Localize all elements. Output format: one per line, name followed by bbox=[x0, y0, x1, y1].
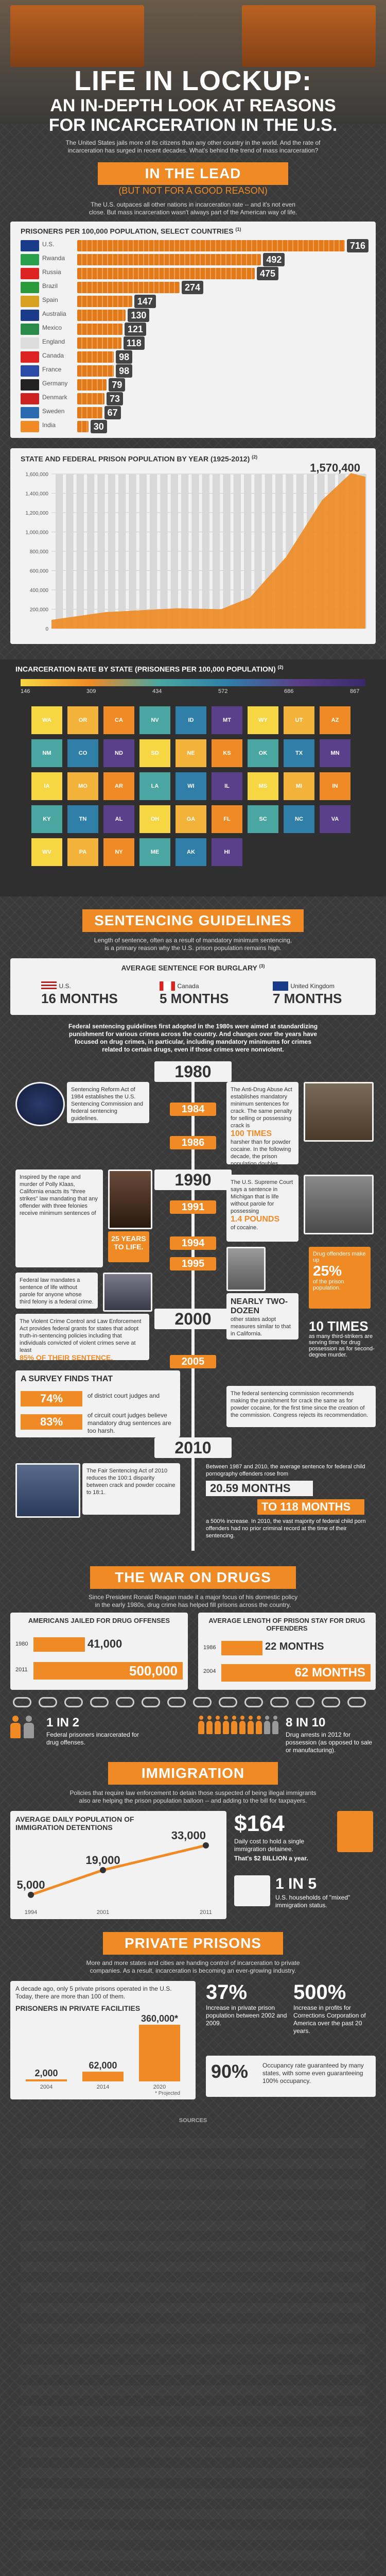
drugs-stay-card: AVERAGE LENGTH OF PRISON STAY FOR DRUG OFFENDERS 1986 22 MONTHS 2004 62 MONTHS bbox=[198, 1613, 376, 1690]
legend-label: 572 bbox=[218, 688, 228, 694]
handcuffs-row bbox=[10, 1695, 376, 1710]
country-value: 492 bbox=[263, 253, 285, 266]
country-bar bbox=[77, 268, 255, 279]
country-name: Canada bbox=[42, 352, 64, 359]
country-row bbox=[21, 239, 376, 252]
page-subtitle-line1: AN IN-DEPTH LOOK AT REASONS bbox=[50, 96, 336, 115]
sentencing-intro2: is a primary reason why the U.S. prison population remains high. bbox=[104, 944, 282, 952]
immigration-value-label: 33,000 bbox=[171, 1832, 206, 1842]
state-tile-ky: KY bbox=[31, 805, 63, 834]
map-states bbox=[31, 706, 355, 881]
country-name: U.S. bbox=[42, 241, 55, 248]
flag-icon bbox=[21, 240, 39, 251]
drugs-intro1: Since President Ronald Reagan made it a major focus of his domestic policy bbox=[88, 1594, 298, 1601]
timeline-spine bbox=[191, 1061, 195, 1551]
flag-icon bbox=[21, 337, 39, 349]
prisoners-photo-left bbox=[10, 5, 144, 67]
map-legend-labels bbox=[21, 688, 365, 696]
private-chart-svg bbox=[10, 2014, 196, 2097]
in-the-lead-banner: IN THE LEAD bbox=[98, 162, 288, 185]
flag-icon bbox=[21, 254, 39, 265]
country-name: Spain bbox=[42, 296, 58, 303]
war-on-drugs-banner: THE WAR ON DRUGS bbox=[90, 1566, 296, 1589]
state-tile-mo: MO bbox=[67, 772, 99, 801]
chart-column bbox=[97, 474, 104, 629]
obama-signing-photo bbox=[15, 1463, 80, 1518]
prisoner-pair-icon bbox=[10, 1716, 41, 1741]
state-tile-in: IN bbox=[319, 772, 351, 801]
chart-column bbox=[118, 474, 126, 629]
private-bar bbox=[139, 2025, 180, 2081]
country-name: France bbox=[42, 366, 62, 373]
ratio-8-in-10: 8 IN 10 Drug arrests in 2012 for possession (as opposed to sale or manufacturing). bbox=[198, 1716, 376, 1757]
state-tile-mi: MI bbox=[283, 772, 315, 801]
timeline-year-1994: 1994 bbox=[170, 1236, 216, 1250]
country-value: 98 bbox=[116, 364, 132, 378]
handcuff-icon bbox=[142, 1697, 160, 1707]
state-tile-co: CO bbox=[67, 739, 99, 768]
timeline-year-1995: 1995 bbox=[170, 1257, 216, 1270]
country-value: 716 bbox=[347, 239, 369, 252]
country-bar bbox=[77, 337, 121, 349]
state-tile-mn: MN bbox=[319, 739, 351, 768]
handcuff-icon bbox=[219, 1697, 237, 1707]
burglary-us: U.S. 16 MONTHS bbox=[41, 981, 134, 1007]
canada-flag-icon bbox=[160, 981, 175, 991]
event-1994-violent-crime: The Violent Crime Control and Law Enforcement Act provides federal grants for states that adopt truth-in-sentencing policies including that individuals convicted of violent crimes serve at least 85% OF THEIR SENTENCE. bbox=[15, 1314, 149, 1360]
immigration-chart-svg bbox=[10, 1832, 226, 1919]
country-name: India bbox=[42, 421, 56, 429]
flag-icon bbox=[21, 379, 39, 391]
chart-column bbox=[108, 474, 115, 629]
timeline-year-1990: 1990 bbox=[154, 1170, 232, 1190]
state-tile-va: VA bbox=[319, 805, 351, 834]
legend-label: 434 bbox=[152, 688, 162, 694]
state-tile-id: ID bbox=[175, 706, 207, 735]
uk-flag-icon bbox=[273, 981, 288, 991]
handcuff-icon bbox=[296, 1697, 314, 1707]
y-tick-label: 1,000,000 bbox=[25, 530, 48, 536]
handcuff-icon bbox=[244, 1697, 263, 1707]
immigration-line bbox=[31, 1845, 206, 1895]
state-tile-fl: FL bbox=[211, 805, 243, 834]
person-icon bbox=[264, 1716, 270, 1738]
country-value: 274 bbox=[182, 281, 203, 294]
chart-column bbox=[202, 474, 209, 629]
country-row bbox=[21, 420, 376, 433]
chart-column bbox=[66, 474, 73, 629]
flag-icon bbox=[21, 393, 39, 404]
legend-label: 309 bbox=[86, 688, 96, 694]
ratio-1-in-2: 1 IN 2 Federal prisoners incarcerated for drug offenses. bbox=[10, 1716, 188, 1757]
fed-line2: punishment for various crimes across the country. And changes over the years have bbox=[68, 1030, 318, 1038]
sentencing-banner: SENTENCING GUIDELINES bbox=[82, 909, 304, 932]
clinton-photo bbox=[103, 1273, 152, 1312]
private-year-label: 2020 bbox=[153, 2084, 166, 2090]
in-the-lead-intro1: The U.S. outpaces all other nations in incarceration rate -- and it's not even bbox=[91, 201, 295, 208]
y-tick-label: 1,400,000 bbox=[25, 491, 48, 497]
country-bar bbox=[77, 379, 107, 391]
handcuff-icon bbox=[347, 1697, 366, 1707]
state-tile-az: AZ bbox=[319, 706, 351, 735]
timeline-year-2000: 2000 bbox=[154, 1309, 232, 1329]
country-name: Australia bbox=[42, 310, 66, 317]
chart-column bbox=[213, 474, 220, 629]
private-prisons-banner: PRIVATE PRISONS bbox=[103, 1932, 283, 1955]
state-tile-ak: AK bbox=[175, 838, 207, 867]
state-tile-nv: NV bbox=[139, 706, 171, 735]
state-tile-il: IL bbox=[211, 772, 243, 801]
flag-icon bbox=[21, 268, 39, 279]
flag-icon bbox=[21, 324, 39, 335]
country-value: 118 bbox=[124, 336, 145, 350]
country-row bbox=[21, 378, 376, 392]
state-tile-nc: NC bbox=[283, 805, 315, 834]
state-tile-pa: PA bbox=[67, 838, 99, 867]
state-tile-sc: SC bbox=[247, 805, 279, 834]
country-row bbox=[21, 406, 376, 419]
event-1995-drug: Drug offenders make up 25% of the prison population. bbox=[309, 1247, 371, 1309]
immigration-year-label: 2001 bbox=[96, 1909, 110, 1916]
state-chart-card bbox=[10, 448, 376, 644]
state-tile-ne: NE bbox=[175, 739, 207, 768]
country-value: 130 bbox=[128, 309, 149, 322]
state-tile-wy: WY bbox=[247, 706, 279, 735]
country-bar bbox=[77, 407, 102, 418]
flag-icon bbox=[21, 296, 39, 307]
reagan-photo bbox=[304, 1082, 374, 1142]
private-bar-label: 2,000 bbox=[34, 2068, 58, 2078]
event-1994-25-years: 25 YEARS TO LIFE. bbox=[108, 1231, 149, 1262]
immigration-point bbox=[100, 1867, 106, 1873]
country-row bbox=[21, 336, 376, 350]
event-1984: Sentencing Reform Act of 1984 establishes the U.S. Sentencing Commission and federal sentencing guidelines. bbox=[67, 1082, 149, 1123]
country-name: Denmark bbox=[42, 394, 67, 401]
handcuff-icon bbox=[39, 1697, 57, 1707]
country-row bbox=[21, 295, 376, 308]
handcuff-icon bbox=[167, 1697, 186, 1707]
person-icon bbox=[239, 1716, 245, 1738]
supreme-court-photo bbox=[304, 1175, 374, 1234]
immigration-intro2: also are helping the prison population balloon -- and adding to the bill for taxpayers. bbox=[79, 1797, 307, 1804]
y-tick-label: 800,000 bbox=[29, 549, 48, 555]
country-row bbox=[21, 350, 376, 364]
country-chart-card bbox=[10, 222, 376, 438]
country-value: 67 bbox=[104, 406, 121, 419]
bottom-filler bbox=[21, 2128, 365, 2576]
us-flag-icon bbox=[41, 981, 57, 991]
flag-icon bbox=[21, 310, 39, 321]
country-name: Brazil bbox=[42, 282, 58, 290]
flag-icon bbox=[21, 282, 39, 293]
immigration-cost: $164 Daily cost to hold a single immigration detainee. That's $2 BILLION a year. bbox=[234, 1811, 376, 1862]
immigration-year-label: 1994 bbox=[24, 1909, 38, 1916]
private-year-label: 2004 bbox=[40, 2084, 53, 2090]
country-value: 121 bbox=[125, 323, 146, 336]
timeline-year-1984: 1984 bbox=[170, 1103, 216, 1116]
burglary-title: AVERAGE SENTENCE FOR BURGLARY $^{(3)}$ bbox=[121, 963, 265, 972]
country-chart-title: PRISONERS PER 100,000 POPULATION, SELECT COUNTRIES $^{(1)}$ bbox=[21, 227, 241, 235]
handcuff-icon bbox=[116, 1697, 134, 1707]
y-tick-label: 0 bbox=[45, 626, 48, 632]
country-name: Mexico bbox=[42, 324, 62, 331]
person-icon bbox=[198, 1716, 204, 1738]
state-tile-ia: IA bbox=[31, 772, 63, 801]
country-row bbox=[21, 364, 376, 378]
country-rows bbox=[10, 237, 376, 438]
handcuff-icon bbox=[13, 1697, 31, 1707]
event-1991: The U.S. Supreme Court says a sentence in Michigan that is life without parole for possessing 1.4 POUNDS of cocaine. bbox=[226, 1175, 299, 1242]
state-tile-ok: OK bbox=[247, 739, 279, 768]
person-icon bbox=[231, 1716, 237, 1738]
event-2000-third-strikers: 10 TIMES as many third-strikers are serving time for drug possession as for second-degree murder. bbox=[309, 1318, 375, 1358]
chart-column bbox=[129, 474, 136, 629]
country-bar bbox=[77, 393, 104, 404]
intro-line2: incarceration has surged in recent decades. What's behind the trend of mass incarceration? bbox=[67, 147, 319, 154]
chart-column bbox=[191, 474, 199, 629]
private-stat-90: 90% Occupancy rate guaranteed by many states, with some even guaranteeing 100% occupancy. bbox=[206, 2056, 376, 2097]
timeline-year-1980: 1980 bbox=[154, 1061, 232, 1082]
person-icon bbox=[272, 1716, 278, 1738]
state-tile-ut: UT bbox=[283, 706, 315, 735]
private-stat-500: 500% Increase in profits for Corrections Corporation of America over the past 20 years. bbox=[293, 1981, 366, 2035]
state-tile-ny: NY bbox=[103, 838, 135, 867]
map-section bbox=[0, 659, 386, 896]
state-tile-sd: SD bbox=[139, 739, 171, 768]
state-tile-tx: TX bbox=[283, 739, 315, 768]
timeline-year-1991: 1991 bbox=[170, 1200, 216, 1214]
map-legend-bar bbox=[21, 679, 365, 686]
handcuff-icon bbox=[270, 1697, 289, 1707]
state-tile-ks: KS bbox=[211, 739, 243, 768]
private-intro1: More and more states and cities are handing control of incarceration to private bbox=[86, 1959, 300, 1967]
chart-column bbox=[150, 474, 157, 629]
country-row bbox=[21, 253, 376, 266]
fed-line4: related to certain drugs, even if those crimes were nonviolent. bbox=[102, 1046, 284, 1053]
page-subtitle-line2: FOR INCARCERATION IN THE U.S. bbox=[48, 115, 338, 135]
immigration-intro1: Policies that require law enforcement to detain those suspected of being illegal immigrants bbox=[69, 1789, 317, 1797]
country-value: 147 bbox=[134, 295, 156, 308]
state-tile-nm: NM bbox=[31, 739, 63, 768]
sentencing-intro1: Length of sentence, often as a result of mandatory minimum sentencing, bbox=[94, 937, 292, 944]
private-chart-card: A decade ago, only 5 private prisons operated in the U.S. Today, there are more than 100 of them. PRISONERS IN PRIVATE FACILITIES 2,000 2004 62,000 2014 360,000* 2020 * Projected bbox=[10, 1981, 196, 2099]
state-tile-oh: OH bbox=[139, 805, 171, 834]
chart-column bbox=[139, 474, 147, 629]
country-name: Sweden bbox=[42, 408, 65, 415]
legend-label: 867 bbox=[350, 688, 360, 694]
timeline-year-2005: 2005 bbox=[170, 1355, 216, 1368]
event-1986: The Anti-Drug Abuse Act establishes mandatory minimum sentences for crack. The same penalty for selling or possessing crack is 100 TIMES harsher than for powder cocaine. In the following decade, the prison population doubles. bbox=[226, 1082, 299, 1164]
chart-column bbox=[160, 474, 167, 629]
event-2005: The federal sentencing commission recommends making the punishment for crack the same as for powder cocaine, for the first time since the creation of the commission. Congress rejects its recommendation. bbox=[226, 1386, 376, 1427]
survey-card: A SURVEY FINDS THAT 74% of district court judges and 83% of circuit court judges believe mandatory drug sentences are too harsh. bbox=[15, 1370, 180, 1437]
ten-people-icon bbox=[198, 1716, 280, 1741]
house-icon bbox=[234, 1875, 270, 1906]
state-tile-hi: HI bbox=[211, 838, 243, 867]
flag-icon bbox=[21, 421, 39, 432]
private-bar bbox=[26, 2079, 67, 2081]
sources-label: SOURCES bbox=[179, 2117, 207, 2124]
state-tile-wi: WI bbox=[175, 772, 207, 801]
legend-label: 146 bbox=[21, 688, 30, 694]
header-photo-strip bbox=[0, 0, 386, 124]
country-name: England bbox=[42, 338, 65, 345]
chart-column bbox=[223, 474, 230, 629]
immigration-banner: IMMIGRATION bbox=[108, 1762, 278, 1785]
timeline-year-1986: 1986 bbox=[170, 1136, 216, 1149]
state-tile-ga: GA bbox=[175, 805, 207, 834]
private-bar bbox=[82, 2072, 124, 2081]
immigration-value-label: 19,000 bbox=[85, 1853, 120, 1867]
country-value: 98 bbox=[116, 350, 132, 364]
chart-column bbox=[171, 474, 178, 629]
state-tile-al: AL bbox=[103, 805, 135, 834]
legend-label: 686 bbox=[284, 688, 294, 694]
intro-line1: The United States jails more of its citizens than any other country in the world. And the rate of bbox=[65, 139, 321, 146]
person-icon bbox=[248, 1716, 254, 1738]
country-name: Germany bbox=[42, 380, 68, 387]
state-tile-ar: AR bbox=[103, 772, 135, 801]
event-1995-states: NEARLY TWO-DOZEN other states adopt measures similar to that in California. bbox=[226, 1293, 299, 1340]
country-bar bbox=[77, 324, 122, 335]
sentencing-commission-seal bbox=[15, 1082, 65, 1126]
handcuff-icon bbox=[193, 1697, 212, 1707]
state-tile-mt: MT bbox=[211, 706, 243, 735]
country-bar bbox=[77, 351, 114, 363]
y-tick-label: 200,000 bbox=[29, 607, 48, 613]
chart-column bbox=[56, 474, 63, 629]
flag-icon bbox=[21, 351, 39, 363]
person-icon bbox=[223, 1716, 229, 1738]
flag-icon bbox=[21, 365, 39, 377]
burglary-canada: Canada 5 MONTHS bbox=[160, 981, 252, 1007]
country-bar bbox=[77, 296, 132, 307]
country-bar bbox=[77, 365, 114, 377]
chart-column bbox=[77, 474, 84, 629]
event-1994-three-strikes: Inspired by the rape and murder of Polly Klaas, California enacts its "three strikes" law mandating that any offender with three felonies receive minimum sentences of bbox=[15, 1170, 103, 1267]
country-name: Russia bbox=[42, 268, 61, 276]
state-chart-svg bbox=[10, 464, 376, 644]
immigration-point bbox=[28, 1892, 34, 1898]
country-bar bbox=[77, 282, 180, 293]
chart-column bbox=[181, 474, 188, 629]
immigration-value-label: 5,000 bbox=[16, 1878, 45, 1891]
country-row bbox=[21, 281, 376, 294]
person-icon bbox=[206, 1716, 213, 1738]
fed-line1: Federal sentencing guidelines first adopted in the 1980s were aimed at standardizing bbox=[68, 1023, 318, 1030]
in-the-lead-sub: (BUT NOT FOR A GOOD REASON) bbox=[118, 185, 268, 196]
map-title: INCARCERATION RATE BY STATE (PRISONERS PER 100,000 POPULATION) $^{(2)}$ bbox=[15, 665, 284, 673]
immigration-point bbox=[203, 1842, 209, 1849]
chart-column bbox=[87, 474, 94, 629]
country-value: 79 bbox=[109, 378, 125, 392]
country-row bbox=[21, 323, 376, 336]
country-name: Rwanda bbox=[42, 255, 65, 262]
state-tile-wv: WV bbox=[31, 838, 63, 867]
state-chart-title: STATE AND FEDERAL PRISON POPULATION BY YEAR (1925-2012) $^{(2)}$ bbox=[21, 454, 258, 463]
immigration-year-label: 2011 bbox=[200, 1909, 212, 1916]
private-intro2: companies. As a result, incarceration is becoming an ever-growing industry. bbox=[90, 1967, 296, 1974]
y-tick-label: 1,600,000 bbox=[25, 472, 48, 478]
country-row bbox=[21, 309, 376, 322]
y-tick-label: 600,000 bbox=[29, 568, 48, 574]
burglary-uk: United Kingdom 7 MONTHS bbox=[273, 981, 365, 1007]
money-bag-icon bbox=[337, 1811, 373, 1852]
state-tile-me: ME bbox=[139, 838, 171, 867]
peak-label: 1,570,400 bbox=[310, 464, 360, 474]
country-bar bbox=[77, 240, 345, 251]
state-tile-wa: WA bbox=[31, 706, 63, 735]
handcuff-icon bbox=[90, 1697, 109, 1707]
projected-note: * Projected bbox=[155, 2091, 180, 2096]
y-tick-label: 400,000 bbox=[29, 588, 48, 594]
country-bar bbox=[77, 254, 261, 265]
flag-icon bbox=[21, 407, 39, 418]
state-tile-la: LA bbox=[139, 772, 171, 801]
state-tile-tn: TN bbox=[67, 805, 99, 834]
country-bar bbox=[77, 421, 89, 432]
private-stat-37: 37% Increase in private prison population between 2002 and 2009. bbox=[206, 1981, 287, 2027]
immigration-chart-card: AVERAGE DAILY POPULATION OF IMMIGRATION DETENTIONS 5,000 1994 19,000 2001 33,000 2011 bbox=[10, 1811, 226, 1919]
country-value: 73 bbox=[107, 392, 123, 405]
y-tick-label: 1,200,000 bbox=[25, 511, 48, 516]
private-bar-label: 62,000 bbox=[89, 2060, 117, 2071]
state-tile-ms: MS bbox=[247, 772, 279, 801]
fed-line3: focused on drug crimes, in particular, including mandatory minimums for crimes bbox=[74, 1038, 312, 1045]
country-value: 475 bbox=[257, 267, 278, 280]
timeline-year-2010: 2010 bbox=[154, 1437, 232, 1458]
immigration-ratio: 1 IN 5 U.S. households of "mixed" immigration status. bbox=[234, 1875, 376, 1917]
drugs-jailed-card: AMERICANS JAILED FOR DRUG OFFENSES 1980 41,000 2011 500,000 bbox=[10, 1613, 188, 1690]
burglary-card bbox=[10, 958, 376, 1015]
in-the-lead-intro2: close. But mass incarceration wasn't always part of the American way of life. bbox=[89, 209, 297, 216]
prisoners-photo-right bbox=[242, 5, 376, 67]
country-value: 30 bbox=[91, 420, 107, 433]
event-1994-federal: Federal law mandates a sentence of life without parole for anyone whose third felony is a federal crime. bbox=[15, 1273, 98, 1309]
country-row bbox=[21, 267, 376, 280]
country-row bbox=[21, 392, 376, 405]
state-tile-ca: CA bbox=[103, 706, 135, 735]
drugs-intro2: in the early 1980s, drug crime has helped fill prisons across the country. bbox=[95, 1601, 291, 1608]
polly-klaas-photo bbox=[108, 1170, 152, 1229]
state-tile-nd: ND bbox=[103, 739, 135, 768]
prison-bars-photo bbox=[226, 1247, 266, 1291]
person-icon bbox=[215, 1716, 221, 1738]
private-year-label: 2014 bbox=[96, 2084, 110, 2090]
country-bar bbox=[77, 310, 126, 321]
state-tile-or: OR bbox=[67, 706, 99, 735]
handcuff-icon bbox=[322, 1697, 340, 1707]
private-bar-label: 360,000* bbox=[141, 2014, 179, 2024]
event-2010-fsa: The Fair Sentencing Act of 2010 reduces the 100:1 disparity between crack and powder cocaine to 18:1. bbox=[82, 1463, 180, 1515]
person-icon bbox=[256, 1716, 262, 1738]
page-title: LIFE IN LOCKUP: bbox=[74, 65, 312, 96]
event-2010-child-porn: Between 1987 and 2010, the average sentence for federal child pornography offenders rose from 20.59 MONTHS TO 118 MONTHS a 500% increase. In 2010, the vast majority of federal child porn offenders had no prior criminal record at the time of their sentencing. bbox=[206, 1464, 366, 1539]
handcuff-icon bbox=[64, 1697, 83, 1707]
